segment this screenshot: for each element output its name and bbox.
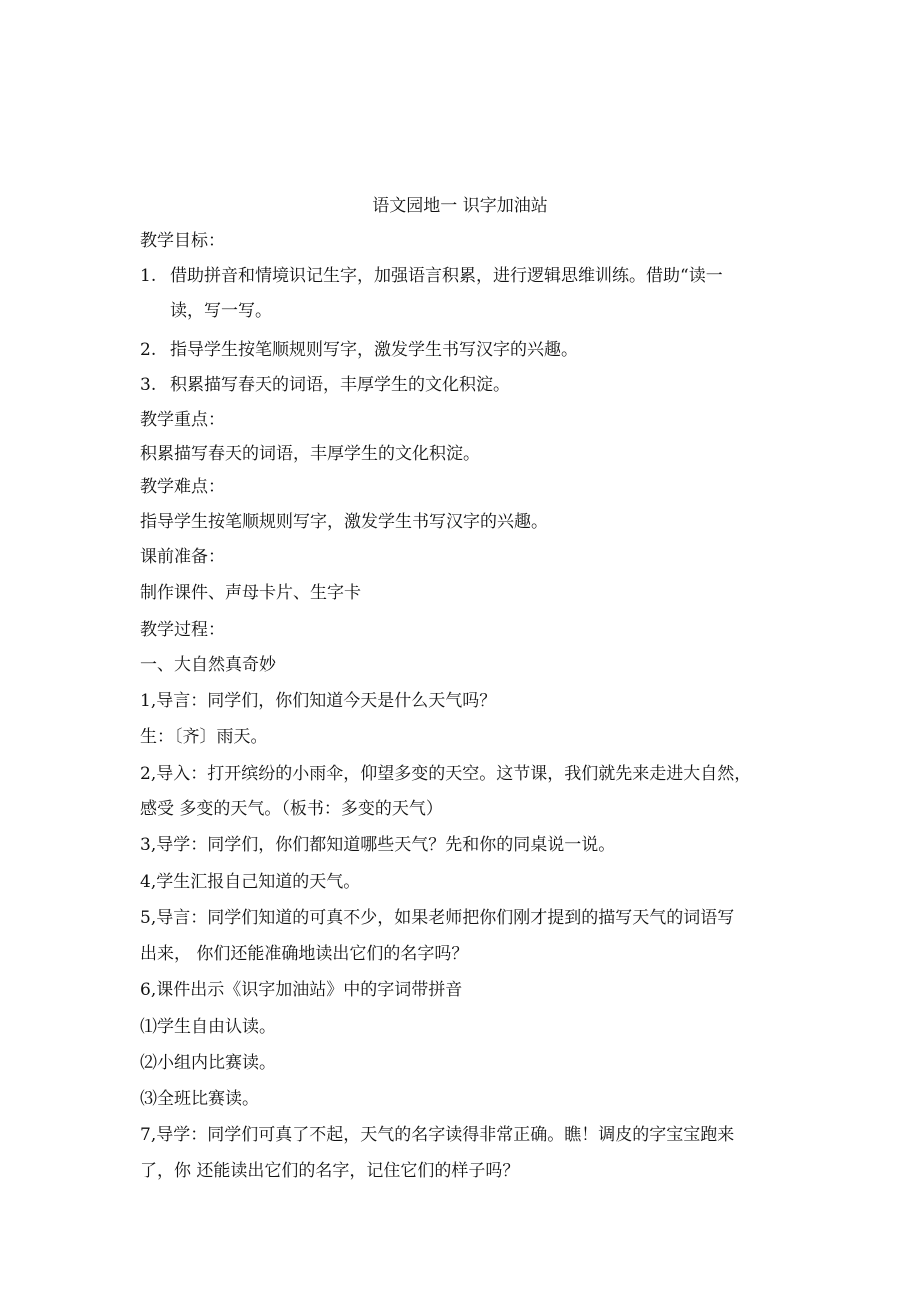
paragraph-line: 了，你 还能读出它们的名字，记住它们的样子吗？ bbox=[140, 1161, 520, 1181]
paragraph-line: 7,导学：同学们可真了不起，天气的名字读得非常正确。瞧！调皮的字宝宝跑来 bbox=[140, 1125, 735, 1145]
list-item: ⑶全班比赛读。 bbox=[140, 1089, 259, 1109]
objective-item-1 bbox=[140, 263, 790, 289]
paragraph-line: 5,导言：同学们知道的可真不少，如果老师把你们刚才提到的描写天气的词语写 bbox=[140, 908, 735, 928]
objective-text: 积累描写春天的词语，丰厚学生的文化积淀。 bbox=[170, 375, 510, 395]
list-item: ⑵小组内比赛读。 bbox=[140, 1053, 276, 1073]
paragraph-line: 感受 多变的天气。（板书：多变的天气） bbox=[140, 799, 443, 819]
document-title: 语文园地一 识字加油站 bbox=[372, 196, 548, 216]
paragraph-line: 6,课件出示《识字加油站》中的字词带拼音 bbox=[140, 980, 463, 1000]
paragraph-line: 1,导言：同学们，你们知道今天是什么天气吗？ bbox=[140, 691, 497, 711]
objective-item-2 bbox=[140, 337, 790, 363]
list-number: 2. bbox=[140, 340, 157, 360]
list-number: 1. bbox=[140, 266, 157, 286]
list-number: 3. bbox=[140, 375, 157, 395]
objective-item-3 bbox=[140, 372, 790, 398]
paragraph-line: 指导学生按笔顺规则写字，激发学生书写汉字的兴趣。 bbox=[140, 512, 548, 532]
list-item: ⑴学生自由认读。 bbox=[140, 1017, 276, 1037]
paragraph-line: 4,学生汇报自己知道的天气。 bbox=[140, 872, 361, 892]
paragraph-line: 3,导学：同学们，你们都知道哪些天气？先和你的同桌说一说。 bbox=[140, 835, 616, 855]
paragraph-line: 出来， 你们还能准确地读出它们的名字吗？ bbox=[140, 944, 469, 964]
objective-item-1-continued: 读，写一写。 bbox=[170, 301, 272, 321]
section-heading-difficulties: 教学难点： bbox=[140, 477, 225, 497]
objective-text: 借助拼音和情境识记生字，加强语言积累，进行逻辑思维训练。借助“读一 bbox=[170, 266, 723, 286]
section-heading-process: 教学过程： bbox=[140, 620, 225, 640]
section-heading-key-points: 教学重点： bbox=[140, 410, 225, 430]
objective-text: 指导学生按笔顺规则写字，激发学生书写汉字的兴趣。 bbox=[170, 340, 578, 360]
paragraph-line: 制作课件、声母卡片、生字卡 bbox=[140, 583, 361, 603]
paragraph-line: 2,导入：打开缤纷的小雨伞，仰望多变的天空。这节课，我们就先来走进大自然， bbox=[140, 764, 752, 784]
section-heading-preparation: 课前准备： bbox=[140, 547, 225, 567]
subsection-heading: 一、大自然真奇妙 bbox=[140, 655, 276, 675]
paragraph-line: 积累描写春天的词语，丰厚学生的文化积淀。 bbox=[140, 444, 480, 464]
paragraph-line: 生：〔齐〕雨天。 bbox=[140, 727, 268, 747]
section-heading-objectives: 教学目标： bbox=[140, 231, 225, 251]
